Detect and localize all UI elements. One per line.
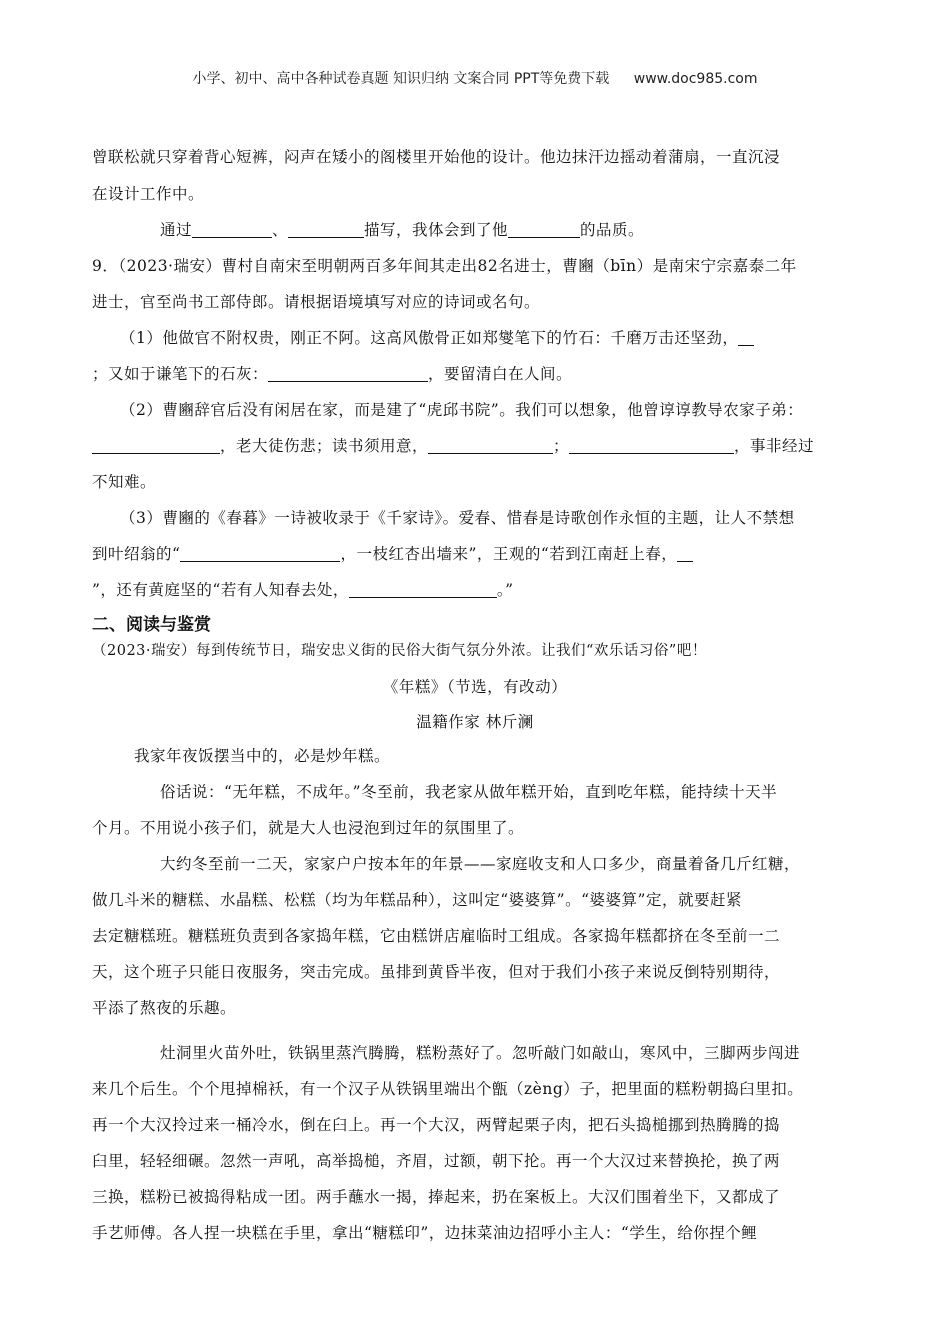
article-paragraph-line: 俗话说：“无年糕，不成年。”冬至前，我老家从做年糕开始，直到吃年糕，能持续十天半 [160,783,778,801]
article-paragraph-line: 来几个后生。个个甩掉棉袄，有一个汉子从铁锅里端出个甑（zèng）子，把里面的糕粉朝捣臼里扣。 [92,1080,804,1098]
q9-part2-line-1: （2）曹豳辞官后没有闲居在家，而是建了“虎邱书院”。我们可以想象，他曾谆谆教导农家子弟： [120,401,804,419]
q8-fill-line [160,219,930,241]
q9-part2-text-c: ； [553,437,570,455]
q8-fill-text-a: 通过 [160,221,193,239]
q8-line-1: 曾联松就只穿着背心短裤，闷声在矮小的阁楼里开始他的设计。他边抹汗边摇动着蒲扇，一直沉浸 [92,148,781,166]
article-paragraph-line: 平添了熬夜的乐趣。 [92,999,237,1017]
q9-part3-line-2 [92,543,862,565]
q9-part1-text-a: （1）他做官不附权贵，刚正不阿。这高风傲骨正如郑燮笔下的竹石：千磨万击还坚劲， [120,329,739,347]
header-url[interactable]: www.doc985.com [633,71,758,87]
answer-blank[interactable] [738,329,754,346]
answer-blank[interactable] [180,545,340,562]
answer-blank[interactable] [192,221,272,238]
answer-blank[interactable] [508,221,580,238]
q9-line-1: 9．（2023·瑞安）曹村自南宋至明朝两百多年间其走出82名进士，曹豳（bīn）是南宋宁宗嘉泰二年 [92,257,797,275]
answer-blank[interactable] [288,221,364,238]
answer-blank[interactable] [428,437,553,454]
q9-part2-line-3: 不知难。 [92,473,157,491]
article-paragraph-line: 我家年夜饭摆当中的，必是炒年糕。 [134,747,391,765]
q9-part2-text-d: ，事非经过 [734,437,815,455]
article-paragraph-line: 手艺师傅。各人捏一块糕在手里，拿出“糖糕印”，边抹菜油边招呼小主人：“学生，给你捏个鲤 [92,1224,758,1242]
q9-part3-line-3 [92,579,862,601]
q8-fill-text-b: 、 [272,221,289,239]
article-paragraph-line: 大约冬至前一二天，家家户户按本年的年景——家庭收支和人口多少，商量着备几斤红糖， [160,855,801,873]
q8-line-2: 在设计工作中。 [92,185,205,203]
article-paragraph-line: 灶洞里火苗外吐，铁锅里蒸汽腾腾，糕粉蒸好了。忽听敲门如敲山，寒风中，三脚两步闯进 [160,1044,801,1062]
article-paragraph-line: 个月。不用说小孩子们，就是大人也浸泡到过年的氛围里了。 [92,819,525,837]
page-header [0,68,950,88]
answer-blank[interactable] [349,581,497,598]
q9-part2-line-2 [92,435,862,457]
q9-part1-line-2 [92,363,862,385]
article-title: 《年糕》（节选，有改动） [382,678,568,696]
answer-blank[interactable] [569,437,734,454]
answer-blank[interactable] [268,365,428,382]
q8-fill-text-d: 的品质。 [580,221,645,239]
header-text: 小学、初中、高中各种试卷真题 知识归纳 文案合同 PPT等免费下载 [192,71,610,87]
article-paragraph-line: 三换，糕粉已被捣得粘成一团。两手蘸水一揭，捧起来，扔在案板上。大汉们围着坐下，又都成了 [92,1188,781,1206]
q9-part1-text-c: ，要留清白在人间。 [428,365,573,383]
article-paragraph-line: 臼里，轻轻细碾。忽然一声吼，高举捣槌，齐眉，过额，朝下抡。再一个大汉过来替换抡，换了两 [92,1152,781,1170]
q9-part3-text-e: 。” [496,581,514,599]
q9-line-2: 进士，官至尚书工部侍郎。请根据语境填写对应的诗词或名句。 [92,293,541,311]
article-paragraph-line: 再一个大汉拎过来一桶冷水，倒在臼上。再一个大汉，两臂起栗子肉，把石头捣槌挪到热腾腾的捣 [92,1116,781,1134]
answer-blank[interactable] [92,437,220,454]
q9-part1-line-1 [120,327,890,349]
q9-part1-text-b: ；又如于谦笔下的石灰： [92,365,269,383]
section-intro: （2023·瑞安）每到传统节日，瑞安忠义街的民俗大街气氛分外浓。让我们“欢乐话习俗”吧！ [92,643,707,659]
article-author: 温籍作家 林斤澜 [416,713,534,731]
q9-part2-text-b: ，老大徒伤悲；读书须用意， [220,437,429,455]
q8-fill-text-c: 描写，我体会到了他 [364,221,509,239]
q9-part3-text-b: 到叶绍翁的“ [92,545,181,563]
article-paragraph-line: 去定糖糕班。糖糕班负责到各家捣年糕，它由糕饼店雇临时工组成。各家捣年糕都挤在冬至前一二 [92,927,781,945]
q9-part3-line-1: （3）曹豳的《春暮》一诗被收录于《千家诗》。爱春、惜春是诗歌创作永恒的主题，让人不禁想 [120,509,795,527]
answer-blank[interactable] [677,545,693,562]
article-paragraph-line: 做几斗米的糖糕、水晶糕、松糕（均为年糕品种），这叫定“婆婆算”。“婆婆算”定，就要赶紧 [92,891,742,909]
q9-part3-text-c: ，一枝红杏出墙来”，王观的“若到江南赶上春， [340,545,678,563]
article-paragraph-line: 天，这个班子只能日夜服务，突击完成。虽排到黄昏半夜，但对于我们小孩子来说反倒特别期待， [92,963,781,981]
section-heading: 二、阅读与鉴赏 [92,615,211,635]
q9-part3-text-d: ”，还有黄庭坚的“若有人知春去处， [92,581,349,599]
